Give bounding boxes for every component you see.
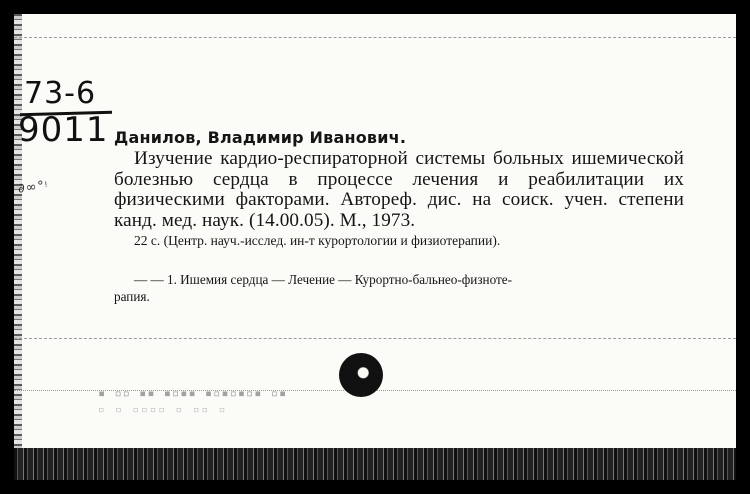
ruled-line [14, 338, 736, 339]
card-punch-hole [339, 353, 383, 397]
card-edge-shadow [14, 14, 22, 462]
catalog-card [14, 14, 736, 462]
title-description: Изучение кардио-респираторной системы больных ишемической болезнью сердца в процессе лечения и реабилитации их физическими факторами. Автореф. дис. на соиск. учен. степени канд. мед. наук. (14.00.05). М., 1973. [114, 148, 684, 231]
call-number-top: 73-6 [24, 76, 97, 111]
small-stamp-mark: ∂∞°ᵎ [17, 178, 50, 197]
pages-publisher-note: 22 с. (Центр. науч.-исслед. ин-т курортологии и физиотерапии). [134, 233, 501, 248]
subject-headings-line2: рапия. [114, 289, 150, 304]
faint-stamp-text: ▫ ▫ ▫▫▫▫ ▫ ▫▫ ▫ [98, 403, 228, 416]
scan-bottom-noise [14, 448, 736, 480]
call-number-bottom: 9011 [18, 110, 109, 150]
subject-headings [114, 271, 684, 305]
bibliographic-entry [114, 128, 684, 305]
faint-stamp-text: ▪ ▫▫ ▪▪ ▪▫▪▪ ▪▫▪▫▪▫▪ ▫▪ [98, 386, 288, 400]
subject-headings-line1: — — 1. Ишемия сердца — Лечение — Курортно-бальнео-физноте- [134, 272, 513, 287]
ruled-line [14, 37, 736, 38]
author-heading: Данилов, Владимир Иванович. [114, 128, 407, 147]
